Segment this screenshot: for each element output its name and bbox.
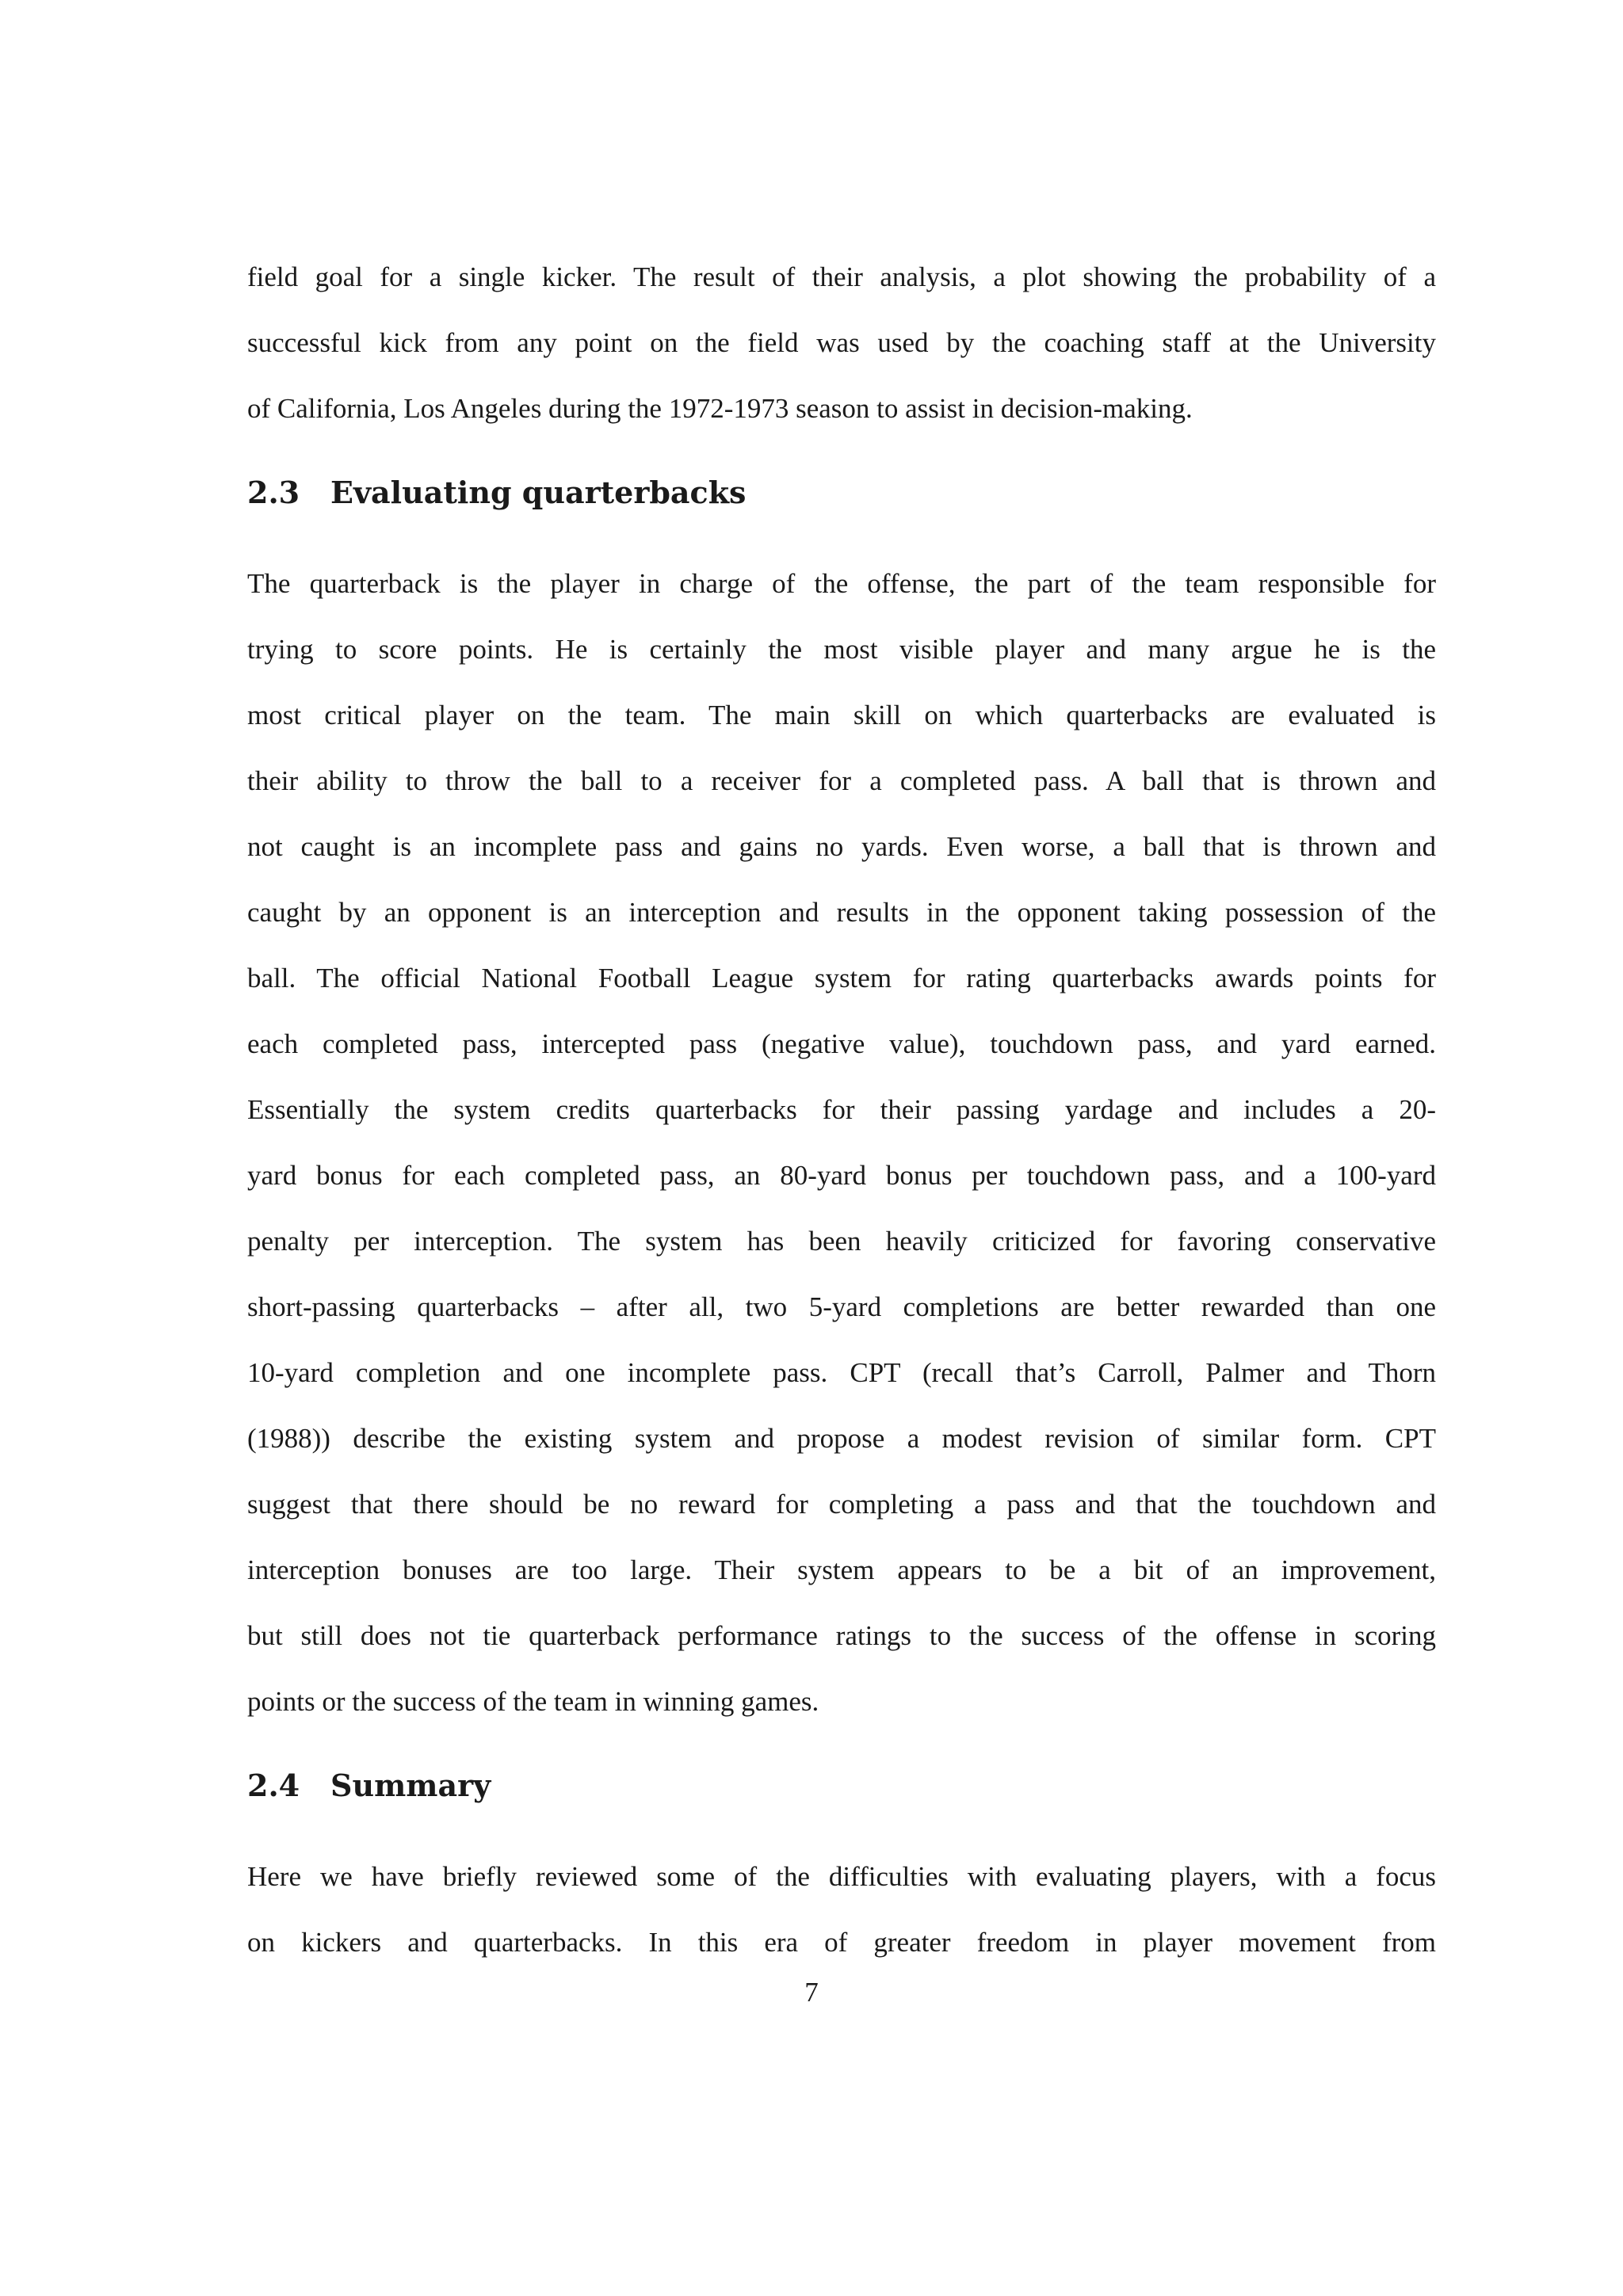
text-line: yard bonus for each completed pass, an 80-yard bonus per touchdown pass, and a 100-yard [247,1160,1436,1191]
text-line: each completed pass, intercepted pass (negative value), touchdown pass, and yard earned. [247,1028,1436,1059]
section-2-4-paragraph [247,1844,1436,1975]
section-heading-2-3 [247,473,1436,513]
text-line: suggest that there should be no reward for completing a pass and that the touchdown and [247,1489,1436,1520]
text-line: not caught is an incomplete pass and gains no yards. Even worse, a ball that is thrown and [247,831,1436,862]
section-number: 2.3 [247,475,300,510]
text-line: interception bonuses are too large. Their system appears to be a bit of an improvement, [247,1554,1436,1585]
text-line: of California, Los Angeles during the 1972-1973 season to assist in decision-making. [247,393,1193,424]
section-heading-2-4 [247,1766,1436,1806]
section-title: Summary [330,1768,491,1803]
text-line: on kickers and quarterbacks. In this era of greater freedom in player movement from [247,1927,1436,1958]
text-line: field goal for a single kicker. The result of their analysis, a plot showing the probability of a [247,261,1436,292]
text-line: but still does not tie quarterback performance ratings to the success of the offense in scoring [247,1620,1436,1651]
text-line: trying to score points. He is certainly the most visible player and many argue he is the [247,634,1436,665]
text-line: short-passing quarterbacks – after all, two 5-yard completions are better rewarded than one [247,1291,1436,1322]
text-line: penalty per interception. The system has been heavily criticized for favoring conservative [247,1226,1436,1257]
text-line: The quarterback is the player in charge of the offense, the part of the team responsible for [247,568,1436,599]
text-line: most critical player on the team. The main skill on which quarterbacks are evaluated is [247,700,1436,730]
text-line: their ability to throw the ball to a receiver for a completed pass. A ball that is thrown and [247,765,1436,796]
text-line: 10-yard completion and one incomplete pass. CPT (recall that’s Carroll, Palmer and Thorn [247,1357,1436,1388]
page-number: 7 [804,1977,819,2008]
text-line: Essentially the system credits quarterbacks for their passing yardage and includes a 20- [247,1094,1436,1125]
text-line: ball. The official National Football League system for rating quarterbacks awards points for [247,963,1436,994]
section-2-3-paragraph [247,551,1436,1734]
text-line: caught by an opponent is an interception and results in the opponent taking possession of the [247,897,1436,928]
intro-paragraph [247,244,1436,441]
text-line: Here we have briefly reviewed some of the difficulties with evaluating players, with a focus [247,1861,1436,1892]
text-line: (1988)) describe the existing system and propose a modest revision of similar form. CPT [247,1423,1436,1454]
page-body [247,244,1436,1975]
section-title: Evaluating quarterbacks [330,475,747,510]
text-line: points or the success of the team in winning games. [247,1686,819,1717]
section-number: 2.4 [247,1768,300,1803]
text-line: successful kick from any point on the field was used by the coaching staff at the University [247,327,1436,358]
